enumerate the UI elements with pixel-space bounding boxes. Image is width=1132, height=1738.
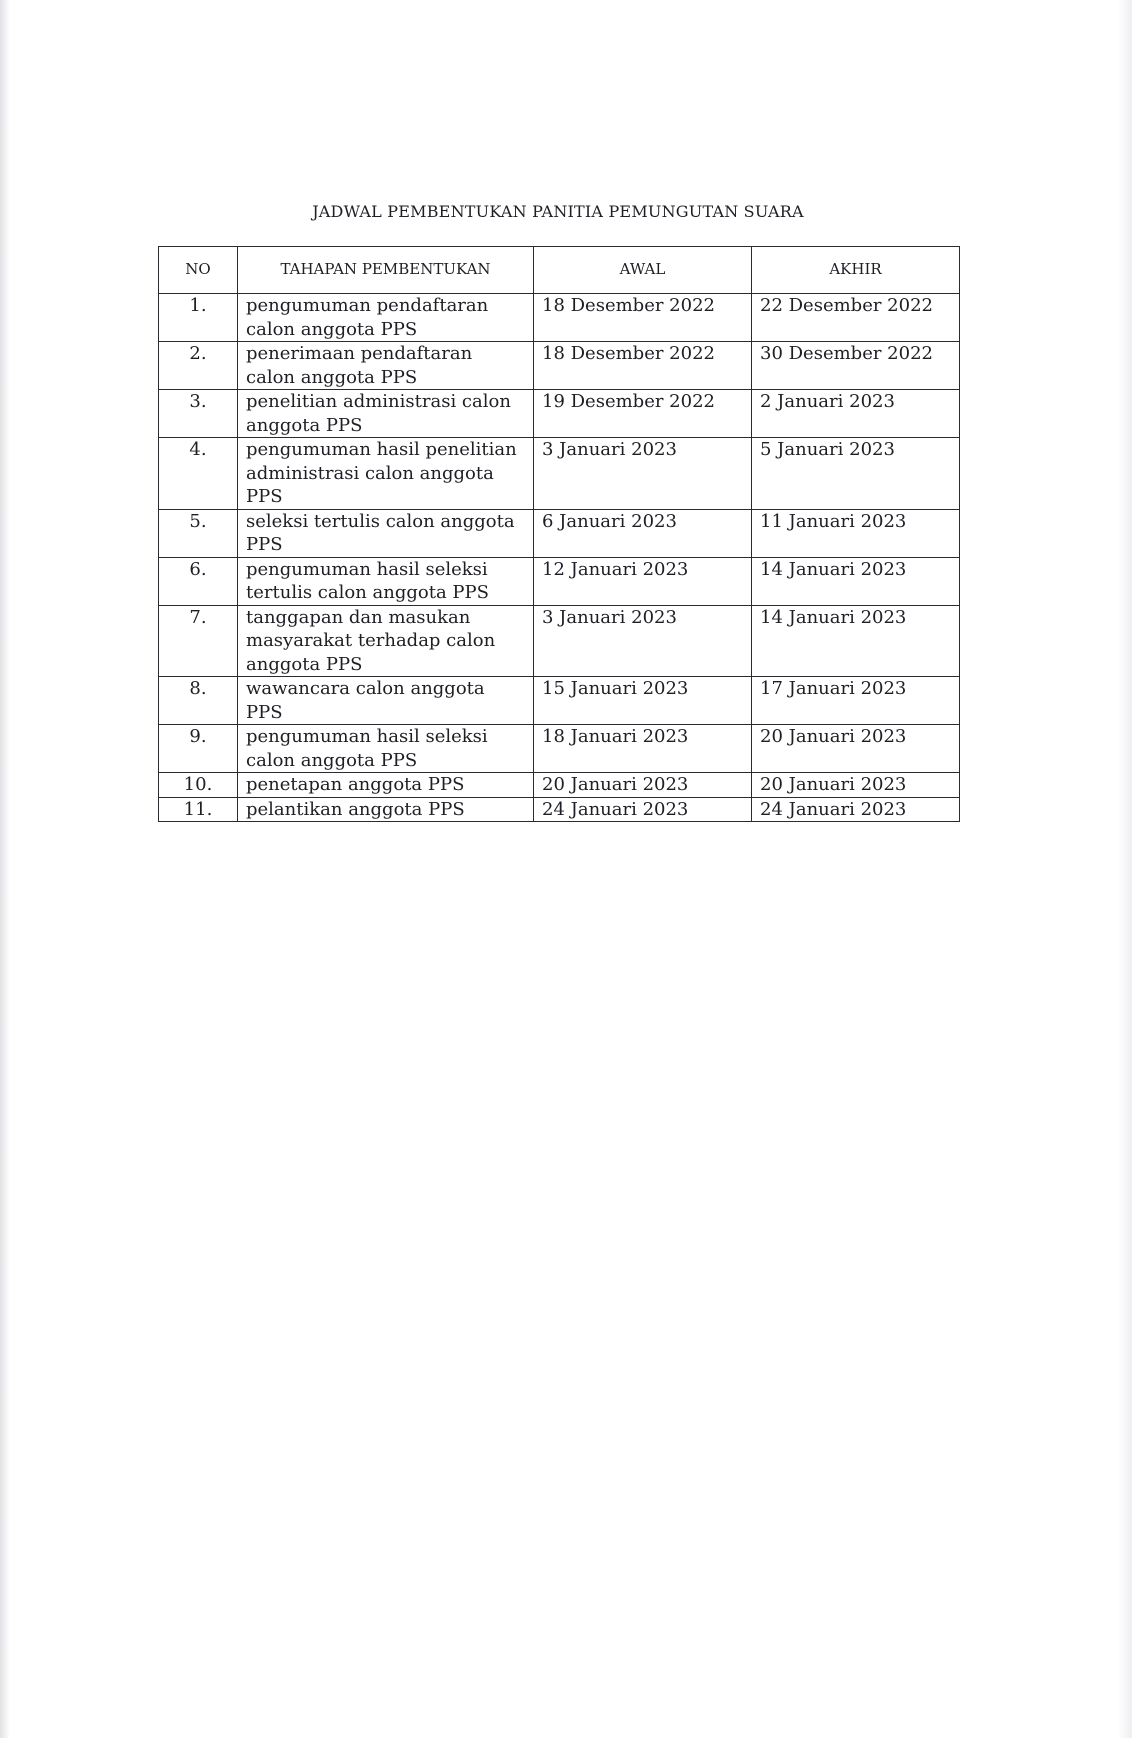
table-row [159,605,960,677]
row-no: 10. [159,773,238,798]
row-end-date: 14 Januari 2023 [752,557,960,605]
row-end-date: 14 Januari 2023 [752,605,960,677]
row-end-date: 2 Januari 2023 [752,390,960,438]
row-end-date: 24 Januari 2023 [752,797,960,822]
table-row [159,773,960,798]
header-end: AKHIR [752,247,960,294]
table-row [159,677,960,725]
table-row [159,797,960,822]
row-start-date: 18 Desember 2022 [534,342,752,390]
row-end-date: 11 Januari 2023 [752,509,960,557]
header-stage: TAHAPAN PEMBENTUKAN [238,247,534,294]
row-end-date: 30 Desember 2022 [752,342,960,390]
row-stage: seleksi tertulis calon anggota PPS [238,509,534,557]
row-no: 8. [159,677,238,725]
table-row [159,509,960,557]
row-no: 11. [159,797,238,822]
row-stage: pengumuman pendaftaran calon anggota PPS [238,294,534,342]
row-no: 7. [159,605,238,677]
row-end-date: 22 Desember 2022 [752,294,960,342]
row-end-date: 20 Januari 2023 [752,725,960,773]
row-stage: tanggapan dan masukan masyarakat terhadap calon anggota PPS [238,605,534,677]
row-stage: penelitian administrasi calon anggota PPS [238,390,534,438]
page-left-edge [0,0,10,1738]
document-title: JADWAL PEMBENTUKAN PANITIA PEMUNGUTAN SUARA [312,202,804,221]
row-stage: pengumuman hasil seleksi tertulis calon anggota PPS [238,557,534,605]
row-stage: wawancara calon anggota PPS [238,677,534,725]
row-stage: pengumuman hasil penelitian administrasi calon anggota PPS [238,438,534,510]
row-no: 6. [159,557,238,605]
row-start-date: 19 Desember 2022 [534,390,752,438]
row-stage: penetapan anggota PPS [238,773,534,798]
row-start-date: 15 Januari 2023 [534,677,752,725]
table-row [159,390,960,438]
table-row [159,725,960,773]
header-start: AWAL [534,247,752,294]
table-row [159,438,960,510]
table-header-row [159,247,960,294]
row-no: 3. [159,390,238,438]
row-start-date: 12 Januari 2023 [534,557,752,605]
table-row [159,294,960,342]
row-start-date: 18 Desember 2022 [534,294,752,342]
header-no: NO [159,247,238,294]
row-no: 4. [159,438,238,510]
row-end-date: 5 Januari 2023 [752,438,960,510]
row-stage: pengumuman hasil seleksi calon anggota PPS [238,725,534,773]
row-stage: penerimaan pendaftaran calon anggota PPS [238,342,534,390]
row-start-date: 6 Januari 2023 [534,509,752,557]
row-no: 5. [159,509,238,557]
row-no: 2. [159,342,238,390]
row-start-date: 24 Januari 2023 [534,797,752,822]
row-end-date: 17 Januari 2023 [752,677,960,725]
row-no: 1. [159,294,238,342]
row-start-date: 3 Januari 2023 [534,438,752,510]
row-start-date: 3 Januari 2023 [534,605,752,677]
table-row [159,557,960,605]
schedule-table [158,246,960,822]
row-stage: pelantikan anggota PPS [238,797,534,822]
row-end-date: 20 Januari 2023 [752,773,960,798]
row-start-date: 20 Januari 2023 [534,773,752,798]
page-right-edge [1118,0,1132,1738]
row-start-date: 18 Januari 2023 [534,725,752,773]
table-row [159,342,960,390]
row-no: 9. [159,725,238,773]
